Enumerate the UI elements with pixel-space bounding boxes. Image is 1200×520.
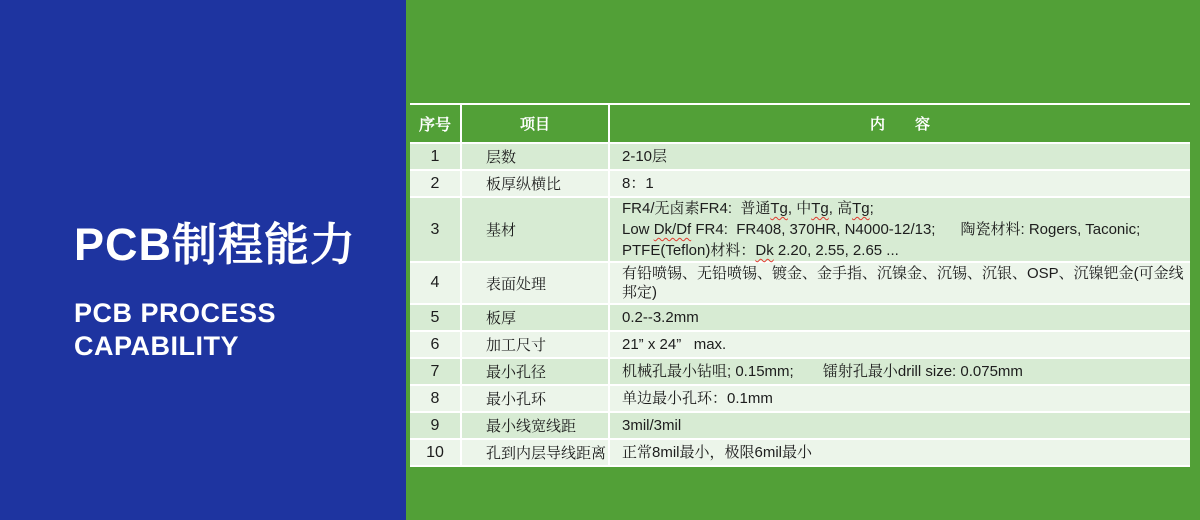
row-item-label: 表面处理 xyxy=(460,263,608,303)
row-content-line: 单边最小孔环：0.1mm xyxy=(622,390,773,407)
row-number: 2 xyxy=(410,171,460,196)
table-body xyxy=(410,144,1190,467)
row-content xyxy=(608,332,1190,357)
row-content-line: FR4/无卤素FR4: 普通Tg, 中Tg, 高Tg; xyxy=(622,200,874,217)
table-row xyxy=(410,359,1190,386)
row-item-label: 层数 xyxy=(460,144,608,169)
row-number: 10 xyxy=(410,440,460,465)
row-item-label: 板厚纵横比 xyxy=(460,171,608,196)
table-row xyxy=(410,144,1190,171)
row-item-label: 板厚 xyxy=(460,305,608,330)
table-header-row xyxy=(410,103,1190,144)
right-panel xyxy=(406,0,1200,520)
row-content-line: Low Dk/Df FR4: FR408, 370HR, N4000-12/13; 陶瓷材料: Rogers, Taconic; xyxy=(622,221,1141,238)
table-row xyxy=(410,171,1190,198)
row-number: 8 xyxy=(410,386,460,411)
row-content-line: 3mil/3mil xyxy=(622,417,682,434)
row-content-line: 有铅喷锡、无铅喷锡、镀金、金手指、沉镍金、沉锡、沉银、OSP、沉镍钯金(可金线邦定) xyxy=(622,265,1184,301)
row-content-line: 2-10层 xyxy=(622,148,668,165)
row-number: 4 xyxy=(410,263,460,303)
title-block xyxy=(74,208,356,363)
spellcheck-underlined-text: Dk/Df xyxy=(653,221,692,238)
column-header-item: 项目 xyxy=(460,105,608,142)
row-content-line: 机械孔最小钻咀; 0.15mm; 镭射孔最小drill size: 0.075mm xyxy=(622,363,1023,380)
left-panel xyxy=(0,0,406,520)
row-item-label: 最小孔径 xyxy=(460,359,608,384)
row-content-line: 正常8mil最小，极限6mil最小 xyxy=(622,444,813,461)
row-number: 9 xyxy=(410,413,460,438)
row-number: 6 xyxy=(410,332,460,357)
table-row xyxy=(410,440,1190,467)
page-subtitle-line2: CAPABILITY xyxy=(74,330,239,361)
page-subtitle xyxy=(74,297,356,363)
spellcheck-underlined-text: Tg xyxy=(811,200,829,217)
page-subtitle-line1: PCB PROCESS xyxy=(74,298,277,328)
row-content xyxy=(608,440,1190,465)
row-number: 3 xyxy=(410,198,460,261)
table-row xyxy=(410,263,1190,305)
table-row xyxy=(410,386,1190,413)
row-content-line: 21” x 24” max. xyxy=(622,336,727,353)
table-row xyxy=(410,332,1190,359)
row-item-label: 基材 xyxy=(460,198,608,261)
row-content-line: 8：1 xyxy=(622,175,654,192)
row-number: 5 xyxy=(410,305,460,330)
row-content xyxy=(608,263,1190,303)
page-title: PCB制程能力 xyxy=(74,219,357,270)
row-item-label: 最小孔环 xyxy=(460,386,608,411)
row-content xyxy=(608,198,1190,261)
row-content-line: PTFE(Teflon)材料：Dk 2.20, 2.55, 2.65 ... xyxy=(622,242,899,259)
spellcheck-underlined-text: Dk xyxy=(755,242,774,259)
process-capability-table xyxy=(410,103,1190,467)
column-header-content: 内 容 xyxy=(608,105,1190,142)
row-content xyxy=(608,171,1190,196)
table-row xyxy=(410,305,1190,332)
row-number: 7 xyxy=(410,359,460,384)
row-content xyxy=(608,305,1190,330)
row-content xyxy=(608,413,1190,438)
spellcheck-underlined-text: Tg xyxy=(852,200,870,217)
table-row xyxy=(410,413,1190,440)
column-header-no: 序号 xyxy=(418,117,451,134)
row-content-line: 0.2--3.2mm xyxy=(622,309,699,326)
table-row xyxy=(410,198,1190,263)
row-content xyxy=(608,144,1190,169)
row-item-label: 加工尺寸 xyxy=(460,332,608,357)
spellcheck-underlined-text: Tg xyxy=(770,200,788,217)
row-content xyxy=(608,359,1190,384)
row-content xyxy=(608,386,1190,411)
row-item-label: 最小线宽线距 xyxy=(460,413,608,438)
row-number: 1 xyxy=(410,144,460,169)
row-item-label: 孔到内层导线距离 xyxy=(460,440,608,465)
